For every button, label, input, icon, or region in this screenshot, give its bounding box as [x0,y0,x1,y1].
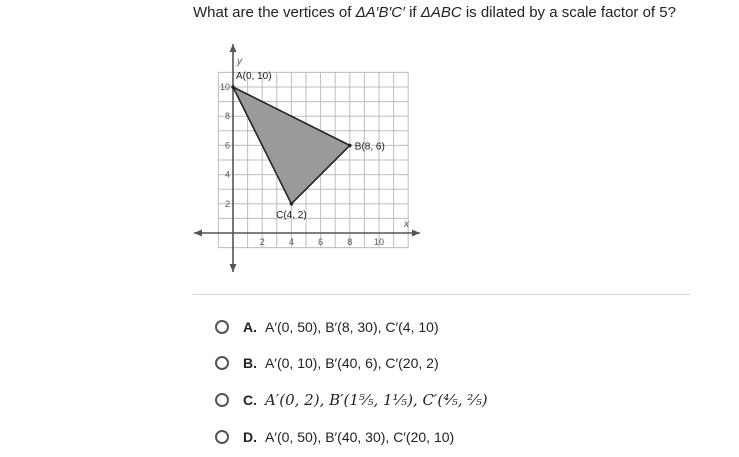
y-tick-label: 4 [224,169,230,180]
vertex-label: B(8, 6) [354,141,385,153]
y-tick-label: 10 [219,82,230,92]
radio-button[interactable] [215,356,229,370]
x-tick-label: 6 [318,237,324,247]
question-triangle-original: ΔABC [420,4,462,21]
radio-button[interactable] [215,320,229,334]
vertex-point [231,85,235,89]
y-tick-label: 6 [224,140,230,151]
question-middle: if [404,4,421,21]
choice-d[interactable] [215,426,454,448]
x-axis-arrow-left [194,230,202,237]
divider [193,294,690,295]
y-tick-label: 8 [224,111,230,122]
choice-text: A′(0, 10), B′(40, 6), C′(20, 2) [265,355,439,371]
choice-letter: D. [243,429,257,445]
vertex-label: A(0, 10) [236,71,272,82]
radio-button[interactable] [215,393,229,407]
x-tick-label: 10 [373,237,385,247]
vertex-point [348,144,352,148]
y-axis-arrow-up [230,44,237,52]
choice-letter: A. [243,319,257,335]
choice-letter: C. [243,392,257,408]
x-tick-label: 8 [347,237,353,247]
question-triangle-image: ΔA′B′C′ [355,4,405,21]
question-suffix: is dilated by a scale factor of 5? [461,4,676,21]
choice-letter: B. [243,355,257,371]
choice-text: A′(0, 50), B′(8, 30), C′(4, 10) [265,319,439,335]
choice-text: A′(0, 2), B′(1⁵⁄₅, 1¹⁄₅), C′(⁴⁄₅, ²⁄₅) [265,391,488,409]
y-tick-label: 2 [224,198,230,209]
x-tick-label: 4 [288,237,294,247]
radio-button[interactable] [215,430,229,444]
choice-text: A′(0, 50), B′(40, 30), C′(20, 10) [265,429,455,445]
choice-c[interactable] [215,389,488,411]
choice-a[interactable] [215,316,439,338]
question-text [193,4,676,21]
vertex-label: C(4, 2) [276,209,307,221]
vertex-point [290,202,294,206]
x-axis-arrow-right [412,230,420,237]
x-axis-label: x [404,219,409,230]
y-axis-arrow-down [230,264,237,272]
y-axis-label: y [237,56,242,67]
choice-b[interactable] [215,352,439,374]
x-tick-label: 2 [259,237,265,247]
question-prefix: What are the vertices of [193,4,356,21]
coordinate-graph [192,40,424,275]
